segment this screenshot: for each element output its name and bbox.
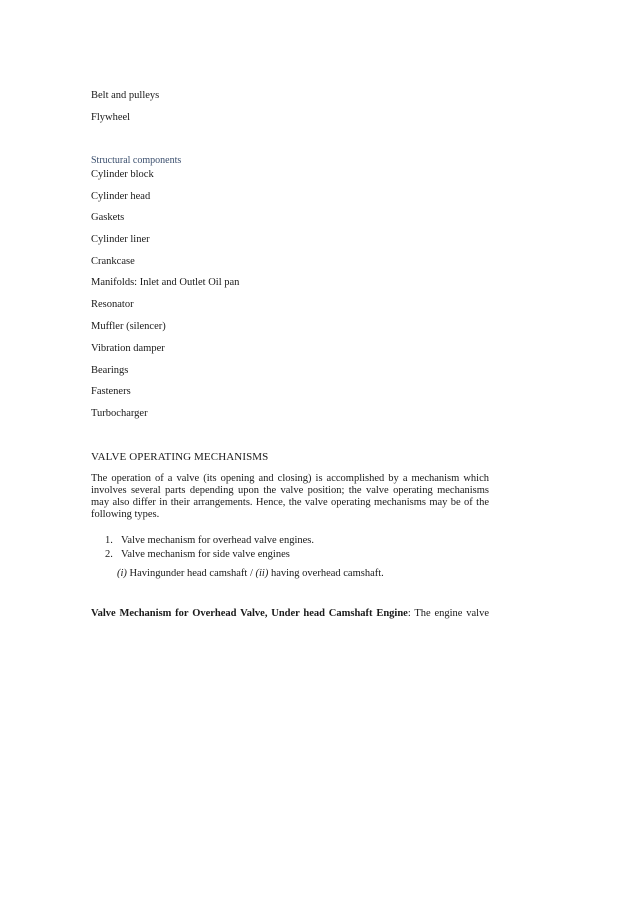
item-text: Valve mechanism for side valve engines — [121, 549, 290, 560]
item-number: 1. — [105, 535, 113, 546]
list-item: Flywheel — [91, 112, 131, 123]
sub-options — [117, 568, 384, 580]
sub-option-ii: having overhead camshaft. — [268, 568, 384, 579]
numbered-item — [105, 549, 290, 561]
list-item: Cylinder head — [91, 191, 151, 202]
valve-mechanism-paragraph — [91, 608, 489, 620]
list-item: Vibration damper — [91, 343, 165, 354]
list-item: Crankcase — [91, 256, 135, 267]
list-item: Manifolds: Inlet and Outlet Oil pan — [91, 277, 240, 288]
list-item: Belt and pulleys — [91, 90, 160, 101]
valve-paragraph: The operation of a valve (its opening and closing) is accomplished by a mechanism which involves several parts depending upon the valve position; the valve operating mechanisms may also differ in their arrangements. Hence, the valve operating mechanisms may be of the following types. — [91, 473, 489, 520]
item-number: 2. — [105, 549, 113, 560]
section-heading-valve: VALVE OPERATING MECHANISMS — [91, 451, 269, 463]
list-item: Cylinder block — [91, 169, 154, 180]
item-text: Valve mechanism for overhead valve engines. — [121, 535, 315, 546]
list-item: Fasteners — [91, 386, 131, 397]
list-item: Turbocharger — [91, 408, 148, 419]
paragraph-text: : The engine valve — [407, 608, 489, 619]
list-item: Gaskets — [91, 212, 125, 223]
list-item: Cylinder liner — [91, 234, 150, 245]
list-item: Resonator — [91, 299, 134, 310]
numbered-item — [105, 535, 314, 547]
bold-heading: Valve Mechanism for Overhead Valve, Under head Camshaft Engine — [91, 608, 408, 619]
sub-option-i: Havingunder head camshaft / — [126, 568, 256, 579]
roman-i: (i) — [117, 568, 127, 579]
list-item: Muffler (silencer) — [91, 321, 166, 332]
roman-ii: (ii) — [255, 568, 269, 579]
list-item: Bearings — [91, 365, 129, 376]
section-heading-structural: Structural components — [91, 155, 182, 166]
